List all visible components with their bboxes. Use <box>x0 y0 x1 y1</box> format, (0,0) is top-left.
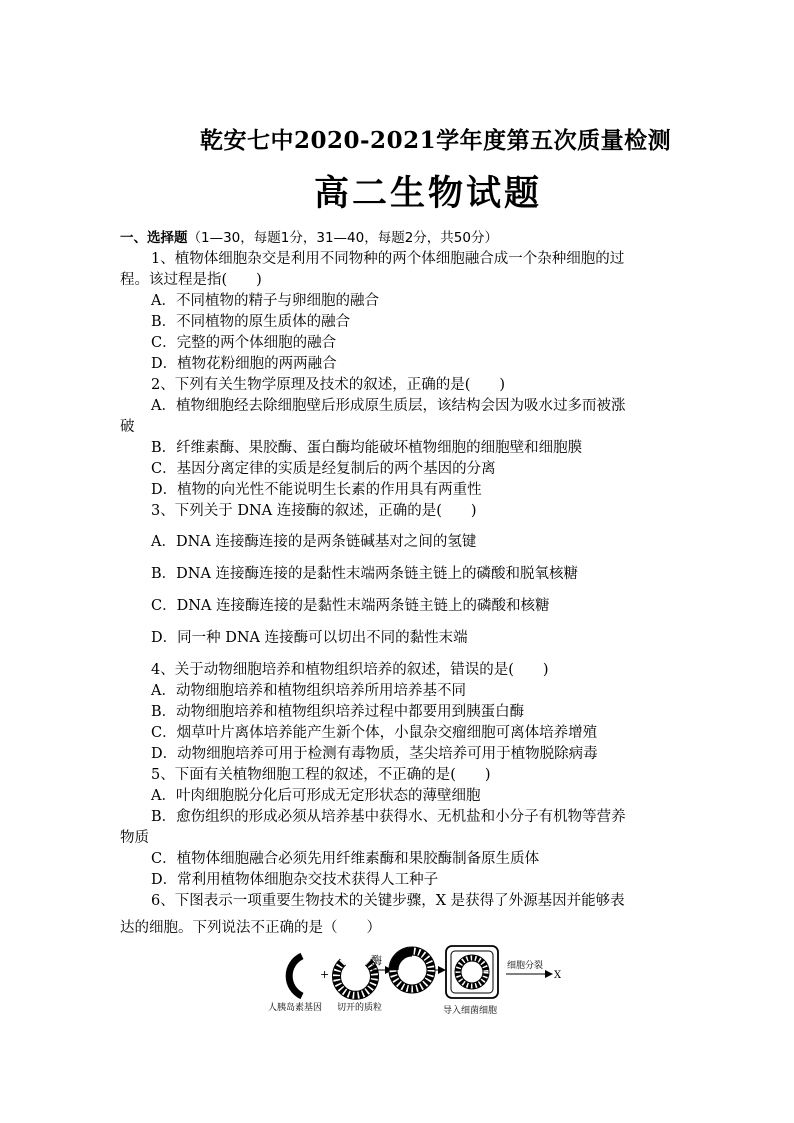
q2-option-b: B．纤维素酶、果胶酶、蛋白酶均能破坏植物细胞的细胞壁和细胞膜 <box>151 440 583 456</box>
exam-subject-title: 高二生物试题 <box>314 173 543 214</box>
cut-plasmid <box>337 962 375 995</box>
plus-sign: + <box>320 968 330 981</box>
q1-stem-line-2: 程。该过程是指( ) <box>120 272 262 288</box>
q4-option-b: B．动物细胞培养和植物组织培养过程中都要用到胰蛋白酶 <box>151 704 525 720</box>
bacterial-cell <box>446 946 498 998</box>
q4-option-d: D．动物细胞培养可用于检测有毒物质，茎尖培养可用于植物脱除病毒 <box>151 746 598 762</box>
q2-option-a-cont: 破 <box>120 419 135 435</box>
q5-option-a: A．叶肉细胞脱分化后可形成无定形状态的薄壁细胞 <box>151 788 481 804</box>
q3-option-d: D．同一种 DNA 连接酶可以切出不同的黏性末端 <box>151 630 468 646</box>
q3-option-a: A．DNA 连接酶连接的是两条链碱基对之间的氢键 <box>151 534 477 550</box>
q1-option-c: C．完整的两个体细胞的融合 <box>151 335 337 351</box>
q1-option-a: A．不同植物的精子与卵细胞的融合 <box>151 293 379 309</box>
q4-stem: 4、关于动物细胞培养和植物组织培养的叙述，错误的是( ) <box>151 662 549 678</box>
x-label: X <box>554 970 562 981</box>
q1-option-b: B．不同植物的原生质体的融合 <box>151 314 351 330</box>
q3-stem: 3、下列关于 DNA 连接酶的叙述，正确的是( ) <box>151 503 477 519</box>
q2-option-a: A．植物细胞经去除细胞壁后形成原生质层，该结构会因为吸水过多而被涨 <box>151 398 626 414</box>
division-label: 细胞分裂 <box>507 961 544 971</box>
q4-option-c: C．烟草叶片离体培养能产生新个体，小鼠杂交瘤细胞可离体培养增殖 <box>151 725 598 741</box>
q2-stem: 2、下列有关生物学原理及技术的叙述，正确的是( ) <box>151 377 506 393</box>
section-note: （1—30，每题1分，31—40，每题2分，共50分） <box>187 230 498 246</box>
q1-stem-line-1: 1、植物体细胞杂交是利用不同物种的两个体细胞融合成一个杂种细胞的过 <box>151 251 625 267</box>
q3-option-b: B．DNA 连接酶连接的是黏性末端两条链主链上的磷酸和脱氧核糖 <box>151 566 579 582</box>
q5-option-c: C．植物体细胞融合必须先用纤维素酶和果胶酶制备原生质体 <box>151 851 540 867</box>
q5-stem: 5、下面有关植物细胞工程的叙述，不正确的是( ) <box>151 767 491 783</box>
q5-option-d: D．常利用植物体细胞杂交技术获得人工种子 <box>151 872 439 888</box>
q1-option-d: D．植物花粉细胞的两两融合 <box>151 356 337 372</box>
enzyme-label: 酶 <box>371 954 382 967</box>
q2-option-c: C．基因分离定律的实质是经复制后的两个基因的分离 <box>151 461 496 477</box>
q3-option-c: C．DNA 连接酶连接的是黏性末端两条链主链上的磷酸和核糖 <box>151 598 550 614</box>
q2-option-d: D．植物的向光性不能说明生长素的作用具有两重性 <box>151 482 482 498</box>
section-header <box>120 228 498 248</box>
q5-option-b-cont: 物质 <box>120 830 149 846</box>
q6-stem-line-2: 达的细胞。下列说法不正确的是（ ） <box>120 920 381 936</box>
q6-stem-line-1: 6、下图表示一项重要生物技术的关键步骤，X 是获得了外源基因并能够表 <box>151 893 625 909</box>
plasmid-label: 切开的质粒 <box>337 1003 383 1013</box>
school-exam-title: 乾安七中2020-2021学年度第五次质量检测 <box>200 127 672 154</box>
insulin-gene-fragment <box>289 956 302 996</box>
q4-option-a: A．动物细胞培养和植物组织培养所用培养基不同 <box>151 683 466 699</box>
import-label: 导入细菌细胞 <box>443 1006 498 1016</box>
gene-label: 人胰岛素基因 <box>268 1003 323 1013</box>
q5-option-b: B．愈伤组织的形成必须从培养基中获得水、无机盐和小分子有机物等营养 <box>151 809 626 825</box>
section-heading: 一、选择题 <box>120 230 188 246</box>
gene-transfer-diagram <box>260 940 580 1020</box>
recombinant-plasmid <box>393 951 431 989</box>
